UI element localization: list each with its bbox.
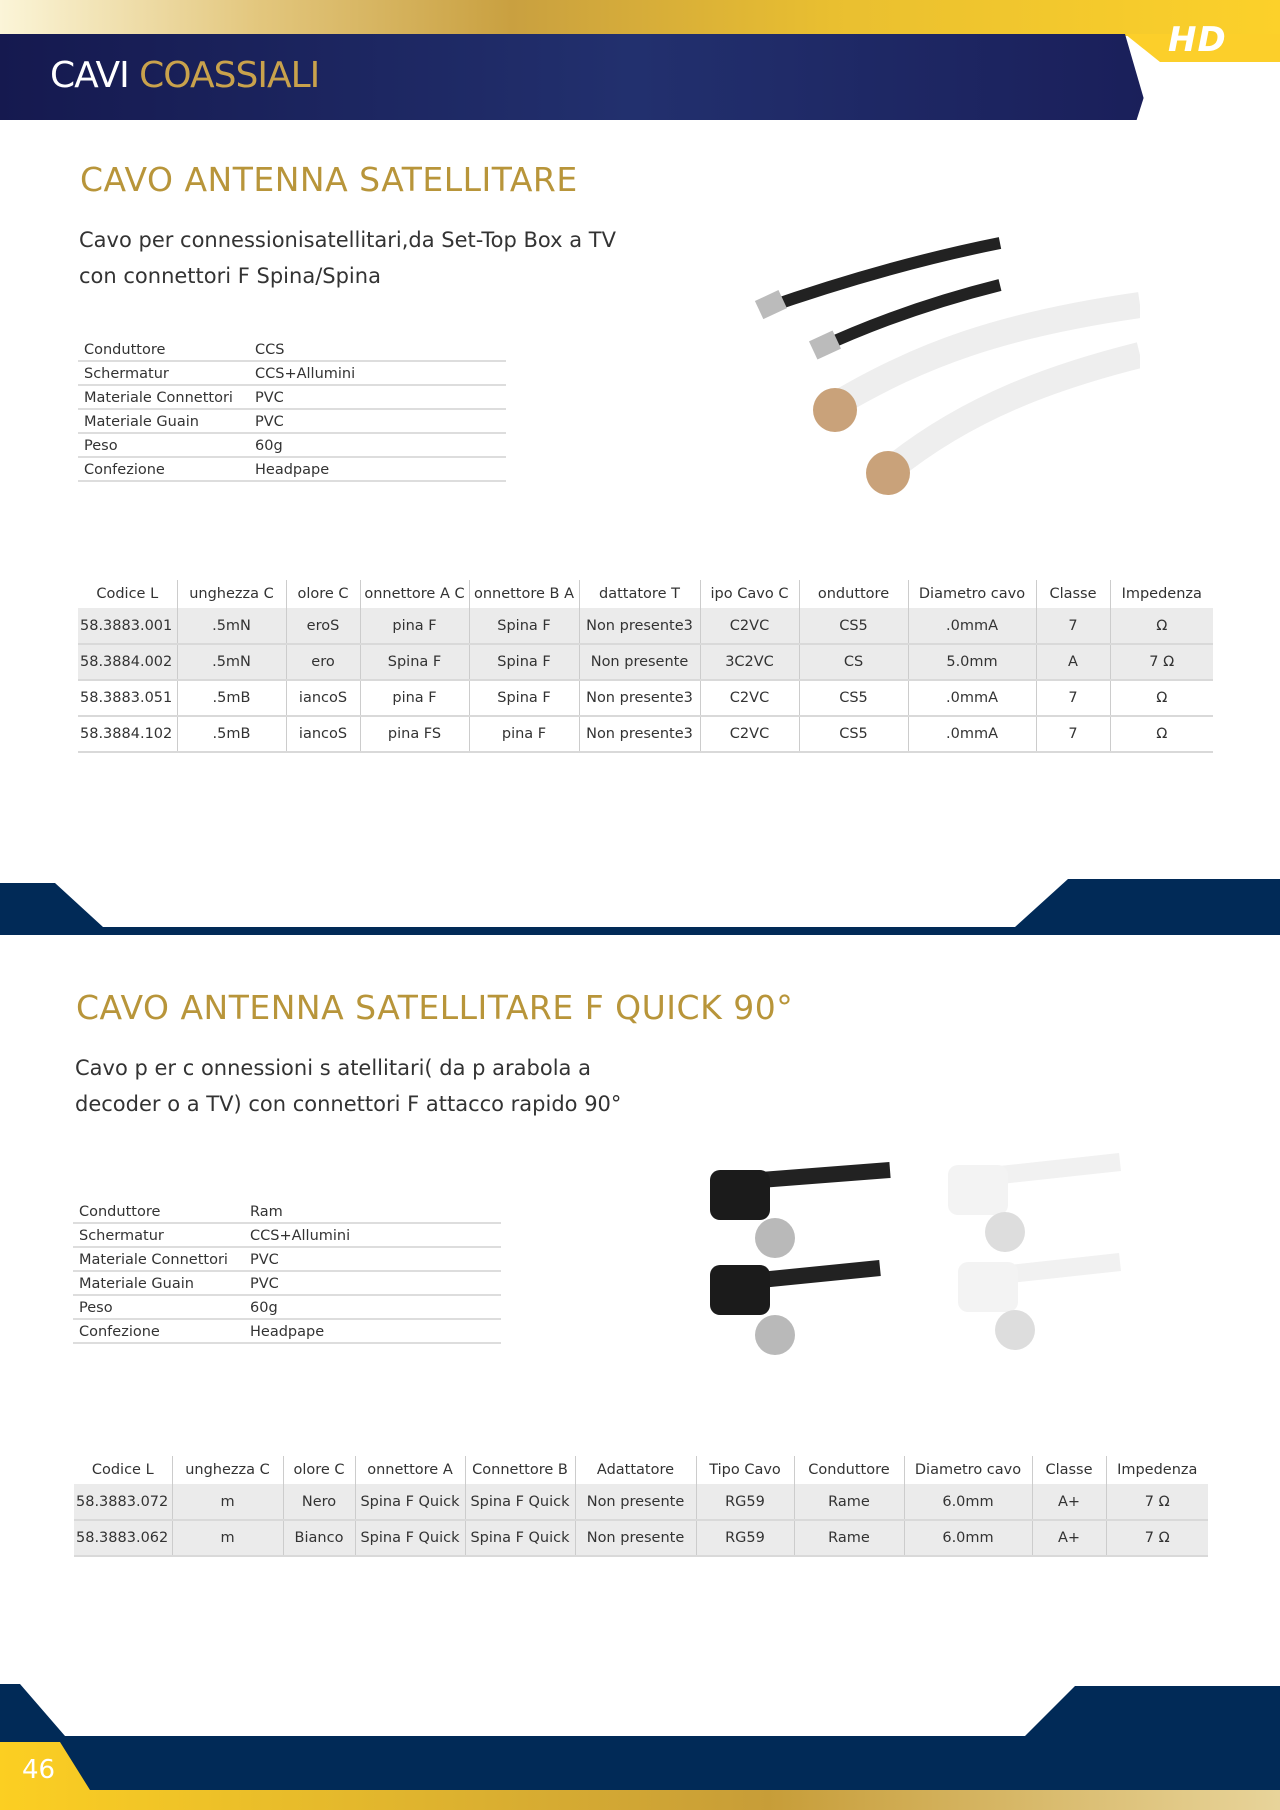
- column-header: olore C: [286, 580, 360, 608]
- spec-label: Materiale Connettori: [79, 1252, 228, 1268]
- table-cell: 6.0mm: [904, 1484, 1032, 1520]
- column-header: unghezza C: [172, 1456, 283, 1484]
- table-cell: CS5: [799, 716, 908, 752]
- table-cell: 58.3884.102: [78, 716, 177, 752]
- table-cell: Non presente3: [579, 608, 700, 644]
- column-header: dattatore T: [579, 580, 700, 608]
- table-cell: A+: [1032, 1520, 1106, 1556]
- spec-row: [73, 1248, 501, 1272]
- spec-value: 60g: [250, 1300, 278, 1316]
- table-cell: Spina F Quick: [465, 1520, 575, 1556]
- desc-line: Cavo p er c onnessioni s atellitari( da p arabola a: [75, 1056, 591, 1080]
- table-cell: .5mB: [177, 716, 286, 752]
- spec-label: Materiale Guain: [84, 414, 199, 430]
- column-header: Codice L: [91, 1462, 154, 1478]
- spec-label: Schermatur: [79, 1228, 164, 1244]
- table-cell: Spina F: [469, 608, 579, 644]
- table-cell: Non presente: [579, 644, 700, 680]
- spec-label: Schermatur: [84, 366, 169, 382]
- table-cell: 7: [1036, 608, 1110, 644]
- table-cell: iancoS: [286, 716, 360, 752]
- column-header: Tipo Cavo: [696, 1456, 794, 1484]
- desc-line: Cavo per connessionisatellitari,da Set-Top Box a TV: [79, 228, 616, 252]
- table-cell: pina F: [360, 680, 469, 716]
- table-cell: CS: [799, 644, 908, 680]
- hd-badge: HD: [1168, 20, 1227, 60]
- table-cell: .5mN: [177, 644, 286, 680]
- column-header: Classe: [1036, 580, 1110, 608]
- table-cell: C2VC: [700, 716, 799, 752]
- table-cell: Spina F: [469, 644, 579, 680]
- table-header-row: [78, 580, 1213, 608]
- table-cell: m: [172, 1520, 283, 1556]
- spec-row: [73, 1224, 501, 1248]
- table-cell: .0mmA: [908, 716, 1036, 752]
- column-header: ipo Cavo C: [700, 580, 799, 608]
- table-cell: 3C2VC: [700, 644, 799, 680]
- column-header: Conduttore: [794, 1456, 904, 1484]
- table-cell: 7: [1036, 680, 1110, 716]
- table-cell: Ω: [1110, 716, 1213, 752]
- spec-row: [78, 410, 506, 434]
- table-cell: Spina F: [469, 680, 579, 716]
- table-cell: CS5: [799, 680, 908, 716]
- column-header: Adattatore: [575, 1456, 696, 1484]
- table-cell: 7: [1036, 716, 1110, 752]
- table-cell: Bianco: [283, 1520, 355, 1556]
- spec-row: [78, 458, 506, 482]
- table-cell: .0mmA: [908, 680, 1036, 716]
- table-cell: 5.0mm: [908, 644, 1036, 680]
- table-cell: Spina F Quick: [465, 1484, 575, 1520]
- column-header: Diametro cavo: [904, 1456, 1032, 1484]
- table-cell: ero: [286, 644, 360, 680]
- table-row: [74, 1484, 1208, 1520]
- table-cell: C2VC: [700, 608, 799, 644]
- column-header: Classe: [1032, 1456, 1106, 1484]
- table-cell: .5mB: [177, 680, 286, 716]
- table-cell: pina FS: [360, 716, 469, 752]
- spec-value: Headpape: [255, 462, 330, 478]
- table-cell: .0mmA: [908, 608, 1036, 644]
- table-cell: A+: [1032, 1484, 1106, 1520]
- table-cell: m: [172, 1484, 283, 1520]
- table-header-row: [74, 1456, 1208, 1484]
- table-cell: Ω: [1110, 680, 1213, 716]
- column-header: onnettore B A: [469, 580, 579, 608]
- table-cell: Non presente: [575, 1520, 696, 1556]
- spec-value: PVC: [255, 390, 284, 406]
- section-1-description: [79, 222, 616, 294]
- table-row: [74, 1520, 1208, 1556]
- column-header: Codice L: [96, 586, 159, 602]
- section-1-title: CAVO ANTENNA SATELLITARE: [80, 160, 578, 199]
- spec-value: Ram: [250, 1204, 283, 1220]
- table-cell: 58.3883.072: [74, 1484, 172, 1520]
- quick-90-connector-image: [700, 1150, 1160, 1370]
- spec-row: [78, 362, 506, 386]
- column-header: Diametro cavo: [908, 580, 1036, 608]
- section-2-description: [75, 1050, 621, 1122]
- spec-label: Conduttore: [79, 1204, 161, 1220]
- divider-band: [0, 875, 1280, 935]
- table-cell: Rame: [794, 1520, 904, 1556]
- table-cell: Non presente3: [579, 680, 700, 716]
- table-cell: CS5: [799, 608, 908, 644]
- table-cell: 58.3883.051: [78, 680, 177, 716]
- spec-row: [73, 1200, 501, 1224]
- desc-line: con connettori F Spina/Spina: [79, 264, 381, 288]
- table-cell: 6.0mm: [904, 1520, 1032, 1556]
- page-title: CAVI COASSIALI: [50, 55, 320, 96]
- spec-value: 60g: [255, 438, 283, 454]
- spec-value: PVC: [250, 1252, 279, 1268]
- column-header: onnettore A: [355, 1456, 465, 1484]
- column-header: onduttore: [799, 580, 908, 608]
- desc-line: decoder o a TV) con connettori F attacco rapido 90°: [75, 1092, 622, 1116]
- page-number: 46: [22, 1755, 56, 1785]
- table-cell: 58.3883.001: [78, 608, 177, 644]
- table-cell: pina F: [469, 716, 579, 752]
- table-cell: Non presente: [575, 1484, 696, 1520]
- table-cell: Nero: [283, 1484, 355, 1520]
- table-cell: Spina F Quick: [355, 1520, 465, 1556]
- section-2-product-table: [74, 1456, 1208, 1557]
- table-cell: 7 Ω: [1106, 1484, 1208, 1520]
- table-row: [78, 644, 1213, 680]
- table-cell: eroS: [286, 608, 360, 644]
- column-header: olore C: [283, 1456, 355, 1484]
- spec-row: [73, 1320, 501, 1344]
- spec-label: Peso: [79, 1300, 113, 1316]
- spec-value: CCS+Allumini: [255, 366, 356, 382]
- table-cell: Ω: [1110, 608, 1213, 644]
- table-cell: A: [1036, 644, 1110, 680]
- spec-row: [78, 434, 506, 458]
- table-cell: pina F: [360, 608, 469, 644]
- table-cell: 7 Ω: [1106, 1520, 1208, 1556]
- column-header: unghezza C: [177, 580, 286, 608]
- spec-label: Peso: [84, 438, 118, 454]
- column-header: onnettore A C: [360, 580, 469, 608]
- table-cell: RG59: [696, 1484, 794, 1520]
- spec-label: Confezione: [79, 1324, 160, 1340]
- spec-value: CCS+Allumini: [250, 1228, 351, 1244]
- table-cell: Rame: [794, 1484, 904, 1520]
- footer-band: [0, 1680, 1280, 1810]
- table-row: [78, 716, 1213, 752]
- table-cell: Spina F Quick: [355, 1484, 465, 1520]
- spec-row: [73, 1272, 501, 1296]
- section-2-spec-table: [73, 1200, 501, 1344]
- section-1-spec-table: [78, 338, 506, 482]
- table-cell: iancoS: [286, 680, 360, 716]
- column-header: Impedenza: [1106, 1456, 1208, 1484]
- table-cell: C2VC: [700, 680, 799, 716]
- spec-value: Headpape: [250, 1324, 325, 1340]
- column-header: Connettore B: [465, 1456, 575, 1484]
- table-cell: Non presente3: [579, 716, 700, 752]
- spec-label: Materiale Connettori: [84, 390, 233, 406]
- table-row: [78, 608, 1213, 644]
- table-cell: 58.3883.062: [74, 1520, 172, 1556]
- spec-row: [78, 338, 506, 362]
- table-cell: 7 Ω: [1110, 644, 1213, 680]
- black-white-coax-cable-image: [740, 235, 1140, 515]
- spec-row: [78, 386, 506, 410]
- spec-label: Materiale Guain: [79, 1276, 194, 1292]
- spec-label: Conduttore: [84, 342, 166, 358]
- spec-label: Confezione: [84, 462, 165, 478]
- table-cell: .5mN: [177, 608, 286, 644]
- column-header: Impedenza: [1110, 580, 1213, 608]
- spec-value: PVC: [255, 414, 284, 430]
- table-row: [78, 680, 1213, 716]
- spec-value: PVC: [250, 1276, 279, 1292]
- section-1-product-table: [78, 580, 1213, 753]
- table-cell: 58.3884.002: [78, 644, 177, 680]
- section-2-title: CAVO ANTENNA SATELLITARE F QUICK 90°: [76, 988, 794, 1027]
- spec-row: [73, 1296, 501, 1320]
- spec-value: CCS: [255, 342, 285, 358]
- table-cell: RG59: [696, 1520, 794, 1556]
- table-cell: Spina F: [360, 644, 469, 680]
